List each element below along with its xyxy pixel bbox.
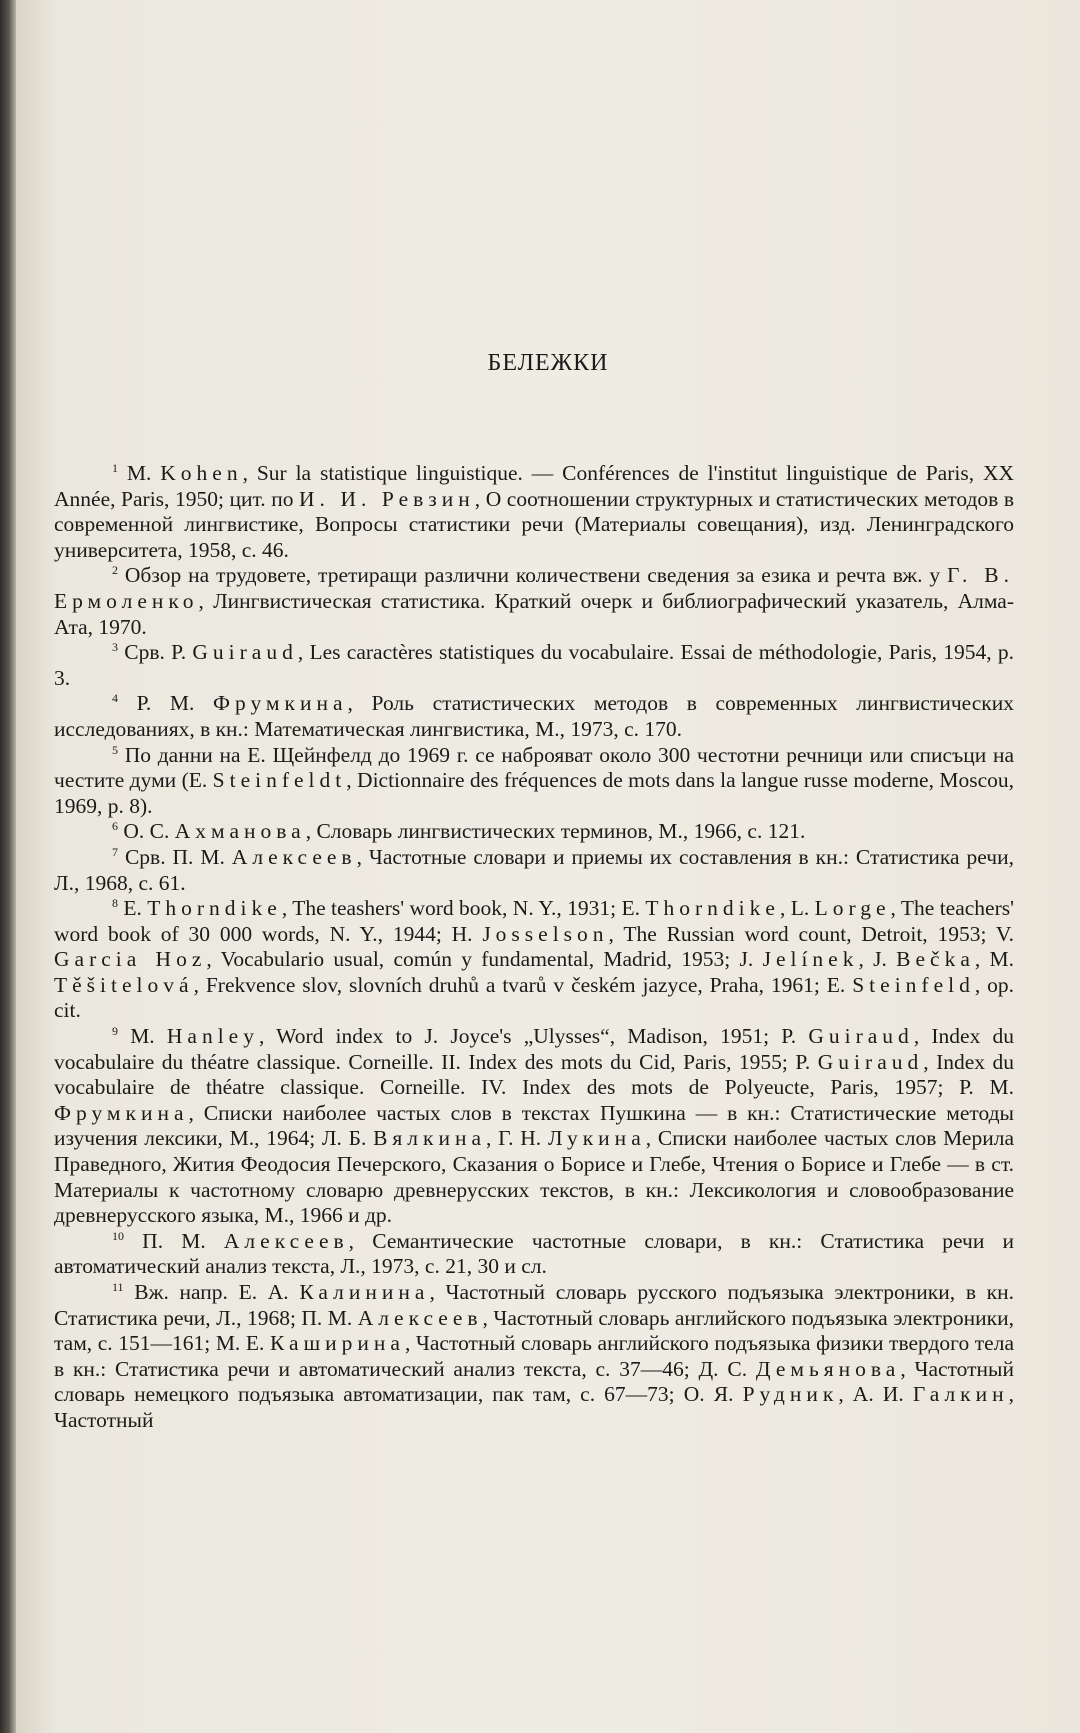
footnote-text: , А. И. — [838, 1382, 913, 1407]
author-name: Bečka — [896, 947, 975, 972]
author-name: Thorndike — [147, 896, 282, 921]
footnote-text: , Vocabulario usual, común y fundamental, Madrid, 1953; J. — [206, 947, 763, 972]
footnote-text: , J. — [858, 947, 897, 972]
author-name: Калинина — [299, 1280, 430, 1304]
author-name: Ахманова — [174, 819, 306, 844]
footnote — [54, 896, 1014, 1024]
footnote — [54, 1280, 1014, 1434]
footnote-text: Срв. П. М. — [124, 844, 232, 869]
notes-list — [54, 461, 1014, 1434]
footnote-text: , op. cit. — [54, 972, 1015, 1023]
author-name: Hanley — [166, 1024, 259, 1049]
author-name: Вялкина — [373, 1126, 487, 1151]
footnote-text: , M. — [974, 947, 1015, 972]
footnote-text: , Index du vocabulaire du théatre classique. Corneille. II. Index des mots du Cid, Paris, 1955; P. — [54, 1024, 1015, 1074]
footnote — [54, 845, 1014, 896]
footnote-text: , Словарь лингвистических терминов, М., 1966, с. 121. — [305, 819, 806, 844]
footnote-text: M. — [130, 1024, 167, 1049]
footnote-text: , The Russian word count, Detroit, 1953; V. — [608, 921, 1014, 946]
footnote — [54, 819, 1014, 845]
book-page — [16, 0, 1080, 1733]
author-name: Г. В. Ермоленко — [54, 563, 1015, 613]
footnote-text: , Frekvence slov, slovních druhů a tvarů v českém jazyce, Praha, 1961; E. — [193, 972, 853, 997]
footnote-text: , Частотный — [54, 1382, 1014, 1432]
author-name: Галкин — [912, 1382, 1009, 1407]
footnote-text: , Index du vocabulaire de théatre classique. Corneille. IV. Index des mots de Polyeucte, Paris, 1957; Р. М. — [54, 1049, 1015, 1100]
author-name: Каширина — [269, 1331, 405, 1356]
footnote-text: E. — [123, 896, 148, 921]
author-name: Thorndike — [645, 896, 780, 921]
footnote — [54, 1024, 1014, 1229]
footnote-number: 9 — [112, 1023, 118, 1038]
footnote-text: , Частотный словарь английского подъязыка электроники, там, с. 151—161; М. Е. — [54, 1305, 1014, 1356]
footnote-text: , Частотный словарь русского подъязыка электроники, в кн. Статистика речи, Л., 1968; П. М. — [54, 1280, 1014, 1330]
page-heading: БЕЛЕЖКИ — [487, 350, 609, 376]
author-name: Jelínek — [762, 947, 859, 972]
footnote-text: , Роль статистических методов в современных лингвистических исследованиях, в кн.: Математическая лингвистика, М., 1973, с. 170. — [54, 691, 1015, 741]
footnote-number: 10 — [112, 1228, 124, 1243]
footnote — [54, 640, 1014, 691]
footnote-text: , Dictionnaire des fréquences de mots dans la langue russe moderne, Moscou, 1969, p. 8). — [54, 768, 1014, 818]
author-name: Steinfeld — [852, 972, 975, 997]
footnote-number: 8 — [112, 895, 118, 910]
footnote-text: , Списки наиболее частых слов в текстах Пушкина — в кн.: Статистические методы изучения лексики, М., 1964; Л. Б. — [54, 1100, 1014, 1151]
footnote-text: , О соотношении структурных и статистических методов в современной лингвистике, Вопросы статистики речи (Материалы совещания), изд. Ленинградского университета, 1958, с. 46. — [54, 486, 1014, 562]
footnote — [54, 743, 1014, 820]
footnote-text: , Word index to J. Joyce's „Ulysses“, Madison, 1951; P. — [258, 1024, 809, 1049]
footnote-number: 11 — [112, 1279, 124, 1294]
author-name: И. И. Ревзин — [299, 486, 475, 511]
author-name: Фрумкина — [213, 691, 348, 716]
footnote-text: M. — [126, 461, 161, 485]
footnote-text: Вж. напр. Е. А. — [134, 1280, 300, 1304]
footnote — [54, 1229, 1014, 1280]
footnote-text: , Частотные словари и приемы их составления в кн.: Статистика речи, Л., 1968, с. 61. — [54, 844, 1014, 895]
footnote-number: 7 — [112, 844, 118, 859]
author-name: Garcia Hoz — [54, 947, 207, 972]
footnote — [54, 461, 1014, 563]
footnote-text: Р. М. — [136, 691, 214, 716]
author-name: Алексеев — [223, 1228, 349, 1253]
footnote-text: , Г. Н. — [486, 1126, 548, 1151]
footnote-text: , The teachers' word book of 30 000 words, N. Y., 1944; H. — [54, 896, 1015, 946]
book-binding-edge — [0, 0, 16, 1733]
footnote-text: , Лингвистическая статистика. Краткий очерк и библиографический указатель, Алма-Ата, 1970. — [54, 588, 1014, 639]
footnote-text: , Частотный словарь немецкого подъязыка автоматизации, пак там, с. 67—73; О. Я. — [54, 1356, 1014, 1407]
author-name: Фрумкина — [54, 1100, 189, 1125]
footnote-text: , Частотный словарь английского подъязыка физики твердого тела в кн.: Статистика речи и автоматический анализ текста, с. 37—46; Д. С. — [54, 1331, 1014, 1381]
footnote-number: 5 — [112, 742, 118, 757]
footnote — [54, 563, 1014, 640]
author-name: Lorge — [814, 896, 891, 921]
author-name: Guiraud — [192, 640, 298, 665]
footnote-text: , L. — [779, 896, 815, 921]
author-name: Алексеев — [357, 1305, 483, 1330]
author-name: Guiraud — [817, 1049, 924, 1074]
author-name: Josselson — [482, 921, 609, 946]
author-name: Лукина — [547, 1126, 646, 1151]
footnote-text: Обзор на трудовете, третиращи различни количествени сведения за езика и речта вж. у — [124, 563, 948, 588]
footnote-text: П. М. — [142, 1228, 224, 1253]
footnote-text: , Семантические частотные словари, в кн.: Статистика речи и автоматический анализ текста, Л., 1973, с. 21, 30 и сл. — [54, 1228, 1015, 1279]
footnote-text: По данни на Е. Щейнфелд до 1969 г. се наброяват около 300 честотни речници или списъци на честите думи (E. — [54, 742, 1014, 793]
footnote-text: Срв. P. — [124, 640, 193, 665]
author-name: Guiraud — [808, 1024, 914, 1049]
footnote-number: 4 — [112, 691, 118, 706]
author-name: Steinfeldt — [212, 768, 347, 793]
footnote-text: , Списки наиболее частых слов Мерила Праведного, Жития Феодосия Печерского, Сказания о Борисе и Глебе, Чтения о Борисе и Глебе — в ст. Материалы к частотному словарю древнерусских текстов, в кн.: Лексикология и словообразование древнерусского языка, М., 1966 и др. — [54, 1126, 1015, 1228]
author-name: Алексеев — [231, 844, 357, 869]
footnote-text: О. С. — [123, 819, 175, 844]
author-name: Kohen — [160, 461, 243, 485]
footnote-number: 1 — [112, 460, 118, 475]
footnote-number: 6 — [112, 819, 118, 834]
footnote-number: 3 — [112, 640, 118, 654]
footnote-text: , Les caractères statistiques du vocabulaire. Essai de méthodologie, Paris, 1954, p. 3. — [54, 640, 1014, 690]
footnote-text: , The teashers' word book, N. Y., 1931; E. — [281, 896, 646, 921]
author-name: Рудник — [742, 1382, 839, 1407]
footnote-text: , Sur la statistique linguistique. — Conférences de l'institut linguistique de Paris, XX Année, Paris, 1950; цит. по — [54, 461, 1014, 511]
author-name: Демьянова — [755, 1356, 901, 1381]
author-name: Těšitelová — [54, 972, 194, 997]
footnote — [54, 691, 1014, 742]
footnote-number: 2 — [112, 563, 118, 578]
